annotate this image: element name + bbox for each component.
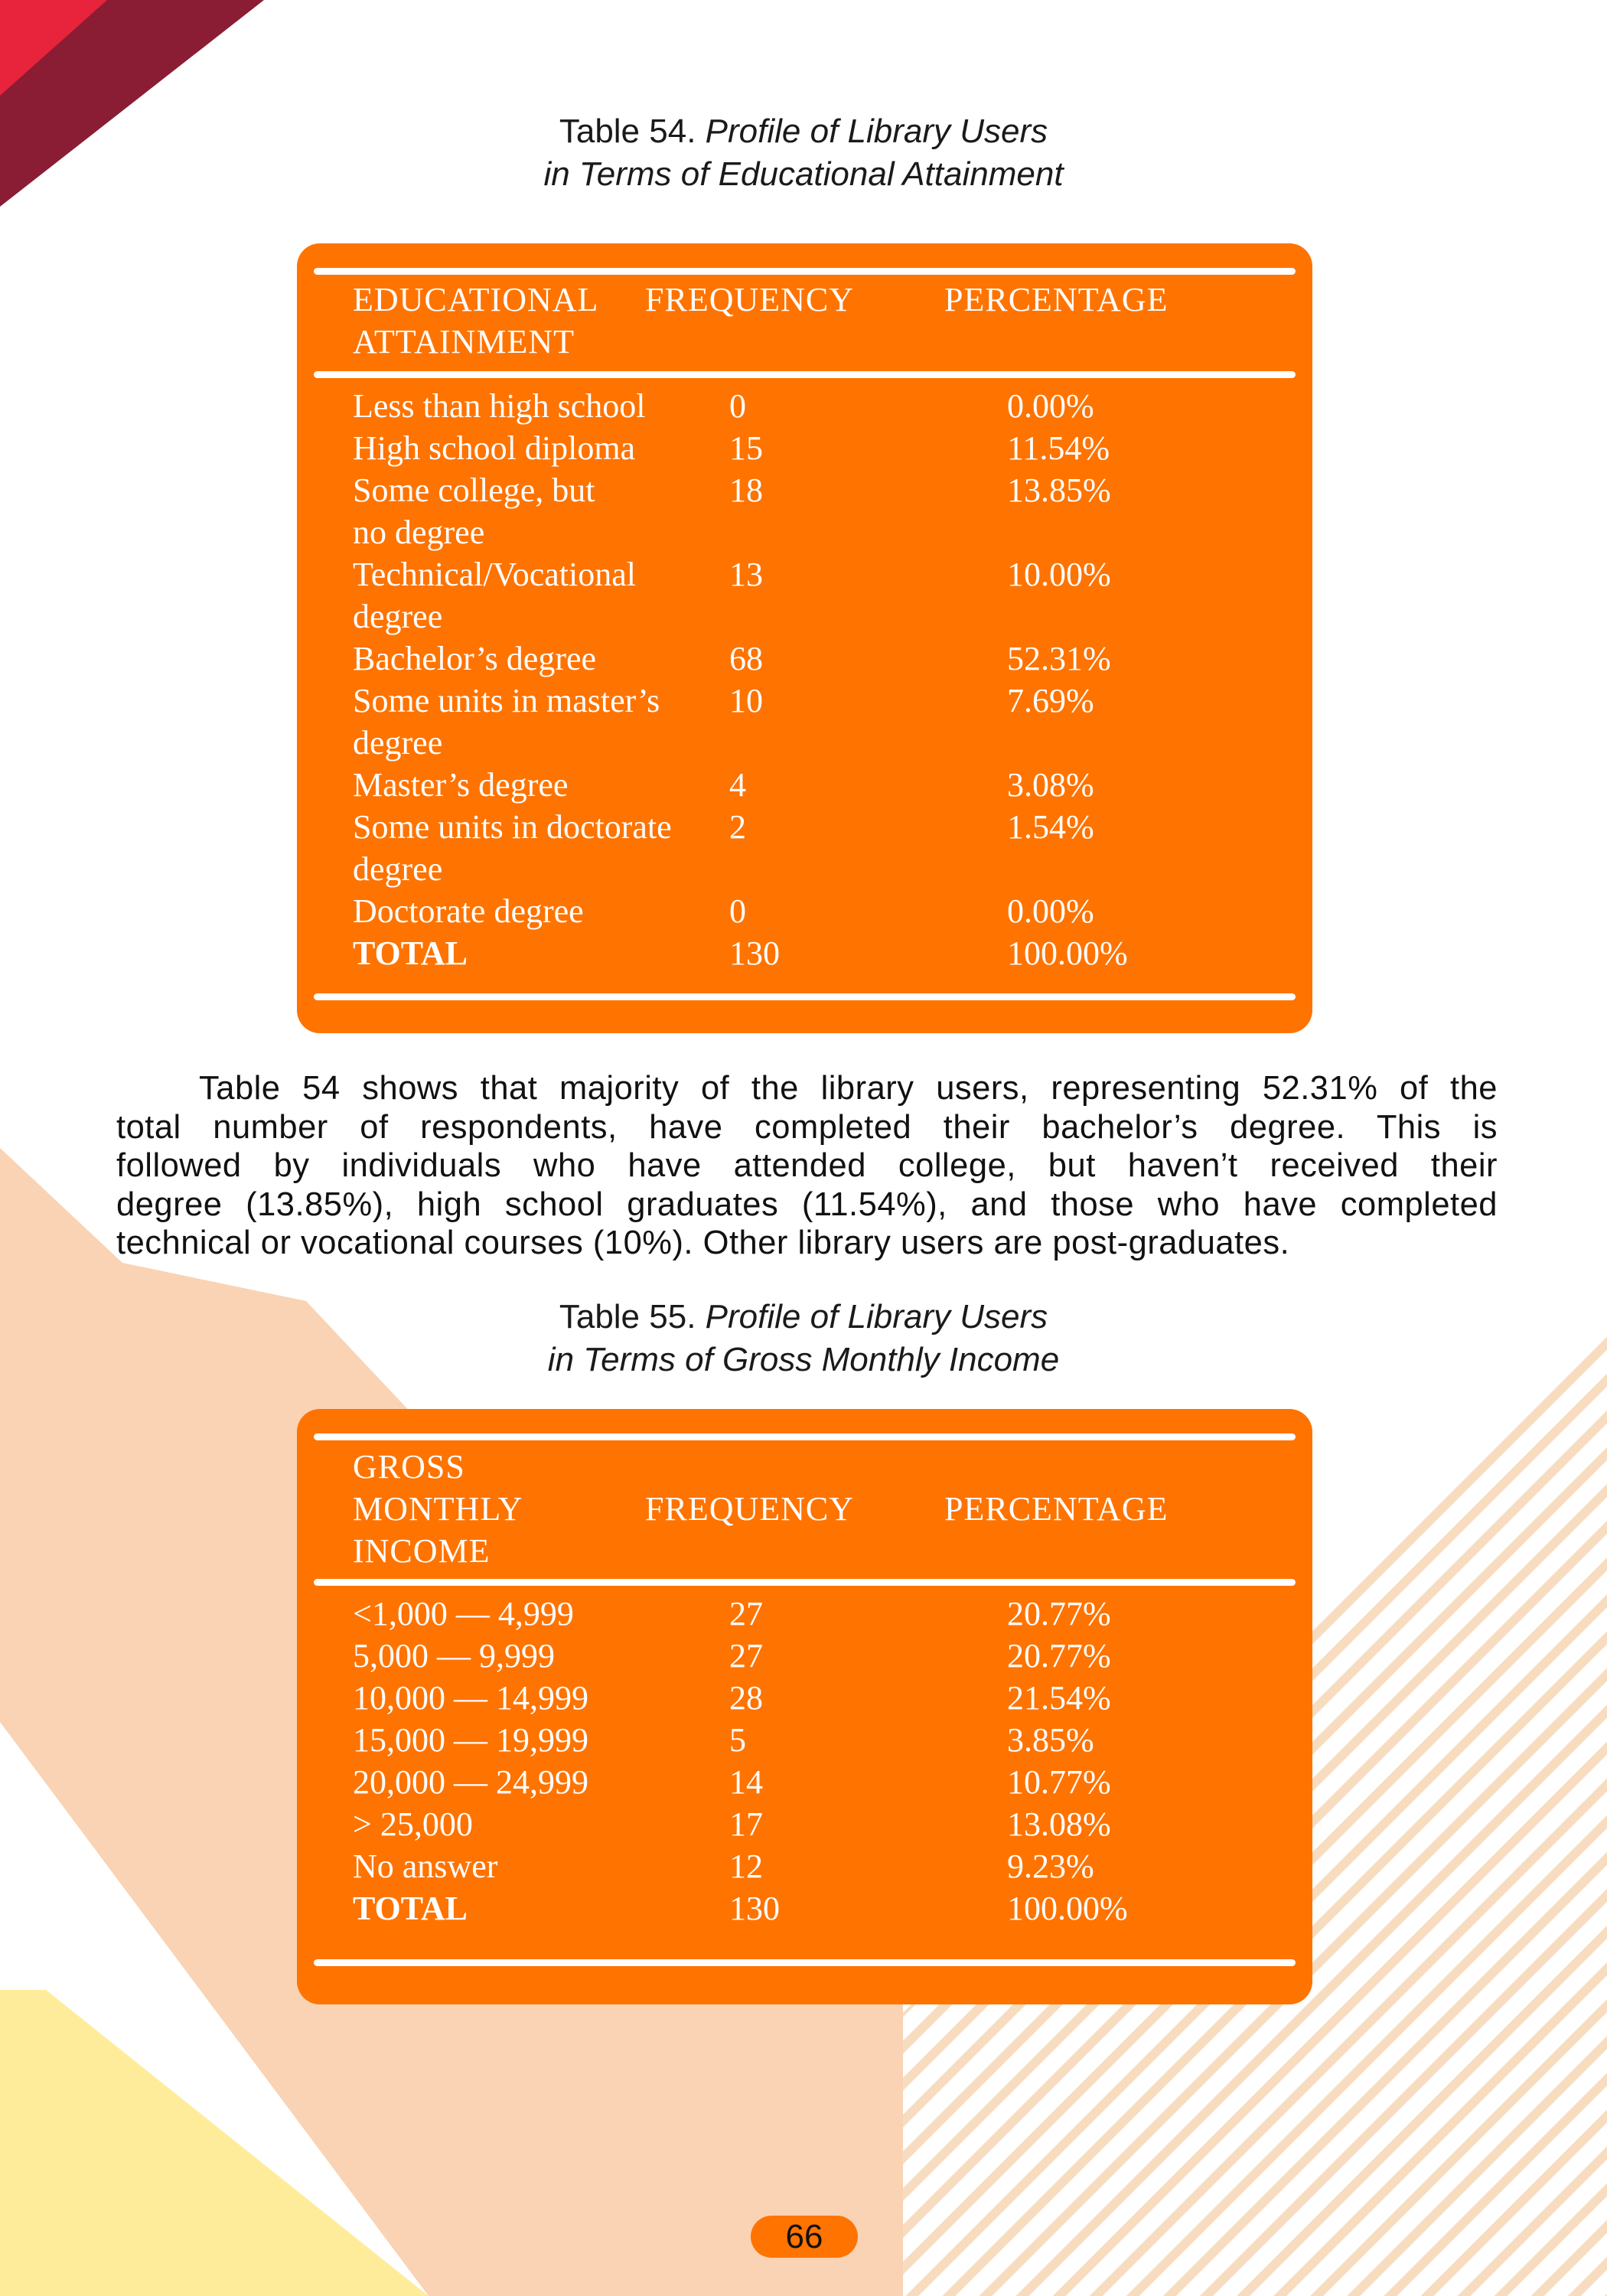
row-frequency: 13 [729, 556, 763, 593]
table55-gross-monthly-income [297, 1409, 1312, 2004]
row-label-line: degree [353, 724, 443, 762]
total-percentage: 100.00% [1007, 934, 1128, 972]
row-percentage: 3.08% [1007, 766, 1094, 804]
body-paragraph [116, 1069, 1498, 1263]
row-frequency: 12 [729, 1848, 763, 1885]
row-percentage: 52.31% [1007, 640, 1111, 677]
table55-top-rule [314, 1433, 1296, 1440]
table54-educational-attainment [297, 243, 1312, 1033]
table54-caption-prefix: Table 54. [559, 113, 696, 150]
row-label-line: Technical/Vocational [353, 556, 636, 593]
row-percentage: 11.54% [1007, 429, 1110, 467]
row-label [353, 553, 636, 638]
row-label-line: Some units in master’s [353, 682, 660, 719]
table55-caption [0, 1296, 1607, 1381]
row-percentage: 21.54% [1007, 1679, 1111, 1717]
row-frequency: 18 [729, 471, 763, 509]
row-frequency: 0 [729, 892, 746, 930]
row-percentage: 3.85% [1007, 1721, 1094, 1759]
row-label: 10,000 — 14,999 [353, 1679, 588, 1717]
table55-header-col1-line1: GROSS [353, 1448, 465, 1486]
row-label [353, 806, 672, 890]
row-percentage: 20.77% [1007, 1595, 1111, 1632]
table54-bottom-rule [314, 993, 1296, 1000]
row-percentage: 1.54% [1007, 808, 1094, 846]
table55-caption-prefix: Table 55. [559, 1298, 696, 1336]
table54-caption [0, 110, 1607, 196]
row-percentage: 0.00% [1007, 387, 1094, 425]
row-label-line: degree [353, 850, 443, 888]
row-label: 15,000 — 19,999 [353, 1721, 588, 1759]
paragraph-line: followed by individuals who have attended college, but haven’t received their [116, 1147, 1498, 1184]
paragraph-line: technical or vocational courses (10%). Other library users are post-graduates. [116, 1225, 1290, 1261]
row-percentage: 10.00% [1007, 556, 1111, 593]
row-percentage: 13.85% [1007, 471, 1111, 509]
total-frequency: 130 [729, 934, 780, 972]
table55-header-percentage: PERCENTAGE [944, 1490, 1169, 1528]
row-percentage: 13.08% [1007, 1805, 1111, 1843]
row-label [353, 680, 660, 764]
row-frequency: 2 [729, 808, 746, 846]
table54-header-col1-line1: EDUCATIONAL [353, 281, 599, 318]
table55-header-frequency: FREQUENCY [645, 1490, 855, 1528]
table54-caption-title-line1: Profile of Library Users [705, 113, 1048, 150]
row-percentage: 7.69% [1007, 682, 1094, 719]
row-frequency: 15 [729, 429, 763, 467]
table55-header-col1-line2: MONTHLY [353, 1490, 523, 1528]
total-frequency: 130 [729, 1890, 780, 1927]
row-label-line: no degree [353, 514, 485, 551]
row-label: > 25,000 [353, 1805, 473, 1843]
page-number: 66 [751, 2216, 858, 2258]
table55-header-rule [314, 1579, 1296, 1586]
row-label: Less than high school [353, 387, 646, 425]
paragraph-line: total number of respondents, have completed their bachelor’s degree. This is [116, 1108, 1498, 1146]
row-label: Master’s degree [353, 766, 569, 804]
table54-header-frequency: FREQUENCY [645, 281, 855, 318]
row-label: No answer [353, 1848, 498, 1885]
table54-caption-title-line2: in Terms of Educational Attainment [543, 155, 1064, 193]
table54-header-col1 [353, 279, 598, 363]
row-frequency: 27 [729, 1595, 763, 1632]
row-label-line: Some college, but [353, 471, 595, 509]
row-frequency: 4 [729, 766, 746, 804]
paragraph-line: degree (13.85%), high school graduates (11.54%), and those who have completed [116, 1186, 1498, 1223]
row-percentage: 20.77% [1007, 1637, 1111, 1675]
row-frequency: 5 [729, 1721, 746, 1759]
row-label: High school diploma [353, 429, 636, 467]
table54-top-rule [314, 268, 1296, 275]
row-label: 20,000 — 24,999 [353, 1763, 588, 1801]
total-label: TOTAL [353, 934, 468, 972]
row-label-line: degree [353, 598, 443, 635]
row-label: Doctorate degree [353, 892, 584, 930]
row-frequency: 68 [729, 640, 763, 677]
total-label: TOTAL [353, 1890, 468, 1927]
row-percentage: 0.00% [1007, 892, 1094, 930]
row-frequency: 28 [729, 1679, 763, 1717]
row-label-line: Some units in doctorate [353, 808, 672, 846]
row-label [353, 469, 595, 553]
table55-header-col1-line3: INCOME [353, 1532, 491, 1570]
row-label: <1,000 — 4,999 [353, 1595, 574, 1632]
row-percentage: 9.23% [1007, 1848, 1094, 1885]
row-frequency: 0 [729, 387, 746, 425]
table54-header-col1-line2: ATTAINMENT [353, 323, 575, 360]
row-frequency: 10 [729, 682, 763, 719]
table55-caption-title-line1: Profile of Library Users [705, 1298, 1048, 1336]
total-percentage: 100.00% [1007, 1890, 1128, 1927]
table55-caption-title-line2: in Terms of Gross Monthly Income [547, 1341, 1060, 1378]
paragraph-line: Table 54 shows that majority of the library users, representing 52.31% of the [199, 1070, 1498, 1107]
row-label: 5,000 — 9,999 [353, 1637, 555, 1675]
table54-header-rule [314, 371, 1296, 378]
table55-header-col1 [353, 1446, 523, 1572]
table55-bottom-rule [314, 1959, 1296, 1966]
row-frequency: 14 [729, 1763, 763, 1801]
row-percentage: 10.77% [1007, 1763, 1111, 1801]
row-label: Bachelor’s degree [353, 640, 597, 677]
row-frequency: 27 [729, 1637, 763, 1675]
table54-header-percentage: PERCENTAGE [944, 281, 1169, 318]
row-frequency: 17 [729, 1805, 763, 1843]
